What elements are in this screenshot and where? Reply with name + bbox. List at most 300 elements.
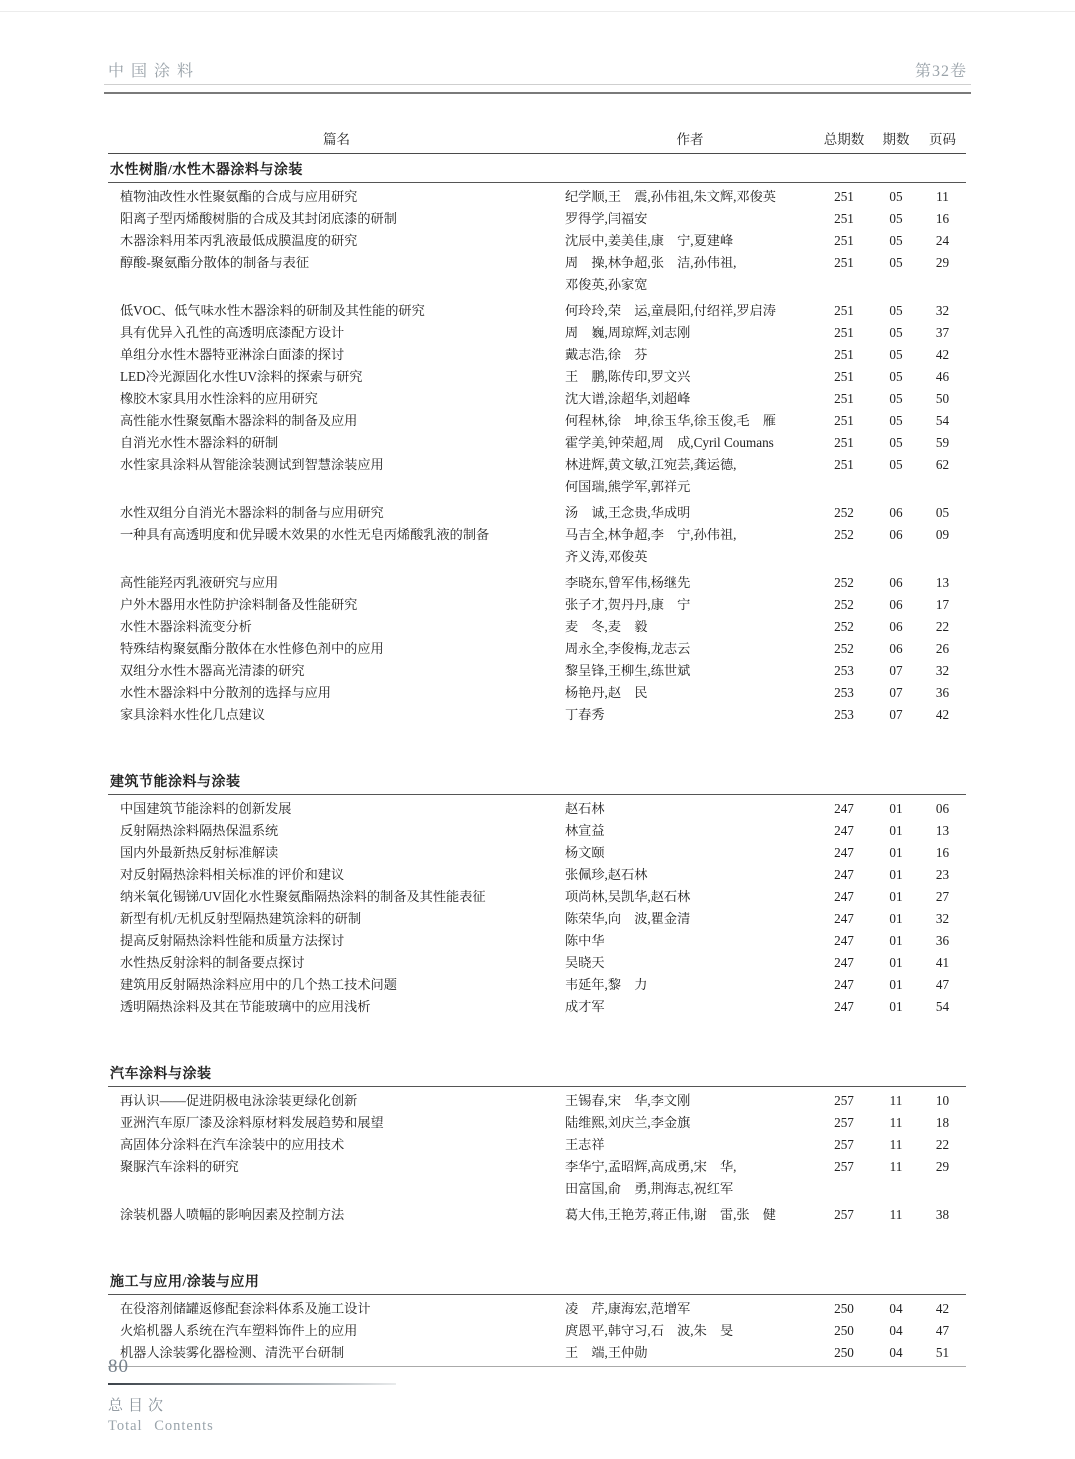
table-row xyxy=(108,820,966,842)
article-title: 高性能羟丙乳液研究与应用 xyxy=(120,575,279,590)
author-line: 沈辰中,姜美佳,康 宁,夏建峰 xyxy=(565,233,734,248)
issue-number: 05 xyxy=(889,457,903,472)
table-row xyxy=(108,344,966,366)
page-number: 18 xyxy=(935,1115,950,1130)
author-line: 陆维熙,刘庆兰,李金旗 xyxy=(565,1115,691,1130)
article-authors xyxy=(565,1090,815,1112)
total-issue-number: 252 xyxy=(834,597,854,612)
table-row xyxy=(108,208,966,230)
article-authors xyxy=(565,930,815,952)
total-issue-number: 250 xyxy=(834,1301,854,1316)
issue-number: 01 xyxy=(889,845,903,860)
table-row xyxy=(108,704,966,726)
article-authors xyxy=(565,798,815,820)
issue-number: 05 xyxy=(889,413,903,428)
total-issue-number: 247 xyxy=(834,845,854,860)
volume-label: 第32卷 xyxy=(914,63,967,80)
author-line: 戴志浩,徐 芬 xyxy=(565,347,648,362)
page-number: 42 xyxy=(935,1301,950,1316)
page-number: 62 xyxy=(935,457,950,472)
author-line: 丁春秀 xyxy=(565,707,605,722)
footer-title-en: Total Contents xyxy=(108,1418,214,1434)
article-authors xyxy=(565,952,815,974)
total-issue-number: 251 xyxy=(834,391,854,406)
article-title: 涂装机器人喷幅的影响因素及控制方法 xyxy=(120,1207,345,1222)
page-number: 11 xyxy=(936,189,949,204)
table-row xyxy=(108,682,966,704)
article-title: 纳米氧化锡锑/UV固化水性聚氨酯隔热涂料的制备及其性能表征 xyxy=(120,889,486,904)
page-number: 10 xyxy=(935,1093,950,1108)
issue-number: 05 xyxy=(889,369,903,384)
article-title: 水性热反射涂料的制备要点探讨 xyxy=(120,955,305,970)
article-title: 新型有机/无机反射型隔热建筑涂料的研制 xyxy=(120,911,362,926)
article-title: 中国建筑节能涂料的创新发展 xyxy=(120,801,292,816)
article-authors xyxy=(565,572,815,594)
page-number: 51 xyxy=(935,1345,950,1360)
author-line: 沈大谱,涂超华,刘超峰 xyxy=(565,391,691,406)
table-row xyxy=(108,930,966,952)
total-issue-number: 247 xyxy=(834,933,854,948)
article-title: 建筑用反射隔热涂料应用中的几个热工技术问题 xyxy=(120,977,397,992)
issue-number: 01 xyxy=(889,933,903,948)
article-title: 聚脲汽车涂料的研究 xyxy=(120,1159,239,1174)
page-number: 36 xyxy=(935,933,950,948)
article-authors xyxy=(565,1298,815,1320)
article-authors xyxy=(565,300,815,322)
page-number: 36 xyxy=(935,685,950,700)
table-row xyxy=(108,842,966,864)
article-authors xyxy=(565,908,815,930)
page-number: 16 xyxy=(935,845,950,860)
article-title: 对反射隔热涂料相关标准的评价和建议 xyxy=(120,867,345,882)
article-title: 单组分水性木器特亚淋涂白面漆的探讨 xyxy=(120,347,345,362)
page-number: 05 xyxy=(935,505,950,520)
table-row xyxy=(108,230,966,252)
issue-number: 06 xyxy=(889,575,903,590)
issue-number: 04 xyxy=(889,1345,903,1360)
table-row xyxy=(108,1204,966,1226)
issue-number: 01 xyxy=(889,801,903,816)
article-title: 家具涂料水性化几点建议 xyxy=(120,707,266,722)
issue-number: 01 xyxy=(889,867,903,882)
issue-number: 11 xyxy=(889,1093,903,1108)
article-authors xyxy=(565,388,815,410)
table-row xyxy=(108,1134,966,1156)
author-line: 周 操,林争超,张 洁,孙伟祖, xyxy=(565,255,737,270)
total-issue-number: 251 xyxy=(834,211,854,226)
article-authors xyxy=(565,1320,815,1342)
article-title: 国内外最新热反射标准解读 xyxy=(120,845,279,860)
article-title: 醇酸-聚氨酯分散体的制备与表征 xyxy=(120,255,310,270)
page-number: 26 xyxy=(935,641,950,656)
table-row xyxy=(108,1298,966,1320)
article-authors xyxy=(565,432,815,454)
table-row xyxy=(108,502,966,524)
table-row xyxy=(108,322,966,344)
total-issue-number: 251 xyxy=(834,347,854,362)
page-number: 42 xyxy=(935,707,950,722)
total-issue-number: 247 xyxy=(834,955,854,970)
author-line: 罗得学,闫福安 xyxy=(565,211,648,226)
table-column-header xyxy=(108,128,966,154)
page-number: 29 xyxy=(935,1159,950,1174)
table-row xyxy=(108,366,966,388)
page-number: 80 xyxy=(108,1356,129,1377)
author-line: 黎呈锋,王柳生,练世斌 xyxy=(565,663,691,678)
total-issue-number: 247 xyxy=(834,823,854,838)
table-row xyxy=(108,432,966,454)
article-authors xyxy=(565,322,815,344)
article-title: 高性能水性聚氨酯木器涂料的制备及应用 xyxy=(120,413,358,428)
article-title: 橡胶木家具用水性涂料的应用研究 xyxy=(120,391,318,406)
toc-section xyxy=(108,1058,966,1226)
author-line: 陈中华 xyxy=(565,933,605,948)
column-issue: 期数 xyxy=(882,132,910,147)
page-number: 23 xyxy=(935,867,950,882)
author-line: 齐义涛,邓俊英 xyxy=(565,549,648,564)
article-authors xyxy=(565,410,815,432)
issue-number: 05 xyxy=(889,303,903,318)
total-issue-number: 247 xyxy=(834,867,854,882)
article-title: 提高反射隔热涂料性能和质量方法探讨 xyxy=(120,933,345,948)
author-line: 项尚林,吴凯华,赵石林 xyxy=(565,889,691,904)
issue-number: 06 xyxy=(889,641,903,656)
author-line: 杨文颐 xyxy=(565,845,605,860)
total-issue-number: 252 xyxy=(834,641,854,656)
page-number: 42 xyxy=(935,347,950,362)
article-authors xyxy=(565,454,815,498)
page-number: 32 xyxy=(935,663,950,678)
issue-number: 06 xyxy=(889,505,903,520)
issue-number: 06 xyxy=(889,527,903,542)
article-title: LED冷光源固化水性UV涂料的探索与研究 xyxy=(120,369,363,384)
author-line: 田富国,俞 勇,荆海志,祝红军 xyxy=(565,1181,734,1196)
article-authors xyxy=(565,660,815,682)
issue-number: 05 xyxy=(889,211,903,226)
article-authors xyxy=(565,704,815,726)
article-title: 水性木器涂料中分散剂的选择与应用 xyxy=(120,685,331,700)
section-title: 汽车涂料与涂装 xyxy=(108,1058,966,1087)
issue-number: 05 xyxy=(889,325,903,340)
table-row xyxy=(108,616,966,638)
column-page: 页码 xyxy=(929,132,956,147)
author-line: 葛大伟,王艳芳,蒋正伟,谢 雷,张 健 xyxy=(565,1207,776,1222)
toc-section xyxy=(108,1266,966,1364)
article-authors xyxy=(565,842,815,864)
total-issue-number: 247 xyxy=(834,999,854,1014)
toc-section xyxy=(108,766,966,1018)
issue-number: 07 xyxy=(889,707,903,722)
issue-number: 05 xyxy=(889,255,903,270)
article-authors xyxy=(565,1156,815,1200)
article-title: 再认识——促进阴极电泳涂装更绿化创新 xyxy=(120,1093,358,1108)
header-rule-light xyxy=(104,84,971,85)
article-title: 双组分水性木器高光清漆的研究 xyxy=(120,663,305,678)
article-title: 火焰机器人系统在汽车塑料饰件上的应用 xyxy=(120,1323,358,1338)
article-authors xyxy=(565,996,815,1018)
total-issue-number: 252 xyxy=(834,575,854,590)
author-line: 凌 芹,康海宏,范增军 xyxy=(565,1301,691,1316)
author-line: 韦延年,黎 力 xyxy=(565,977,648,992)
article-authors xyxy=(565,616,815,638)
column-total-issue: 总期数 xyxy=(823,132,865,147)
page-footer xyxy=(108,1356,528,1435)
author-line: 邓俊英,孙家宽 xyxy=(565,277,648,292)
total-issue-number: 247 xyxy=(834,801,854,816)
article-authors xyxy=(565,886,815,908)
issue-number: 07 xyxy=(889,685,903,700)
column-title: 篇名 xyxy=(323,132,350,147)
total-issue-number: 252 xyxy=(834,619,854,634)
page-top-edge xyxy=(0,11,1075,12)
page-number: 38 xyxy=(935,1207,950,1222)
journal-title: 中国涂料 xyxy=(108,63,201,80)
total-issue-number: 257 xyxy=(834,1115,854,1130)
article-authors xyxy=(565,344,815,366)
article-title: 水性双组分自消光木器涂料的制备与应用研究 xyxy=(120,505,384,520)
issue-number: 07 xyxy=(889,663,903,678)
article-authors xyxy=(565,682,815,704)
article-title: 低VOC、低气味水性木器涂料的研制及其性能的研究 xyxy=(120,303,425,318)
page-number: 09 xyxy=(935,527,950,542)
article-authors xyxy=(565,1342,815,1364)
table-row xyxy=(108,974,966,996)
total-issue-number: 257 xyxy=(834,1159,854,1174)
author-line: 张佩珍,赵石林 xyxy=(565,867,648,882)
issue-number: 05 xyxy=(889,189,903,204)
issue-number: 11 xyxy=(889,1159,903,1174)
article-authors xyxy=(565,186,815,208)
article-title: 透明隔热涂料及其在节能玻璃中的应用浅析 xyxy=(120,999,371,1014)
author-line: 汤 诚,王念贵,华成明 xyxy=(565,505,691,520)
article-title: 一种具有高透明度和优异暖木效果的水性无皂丙烯酸乳液的制备 xyxy=(120,527,490,542)
author-line: 王锡春,宋 华,李文刚 xyxy=(565,1093,691,1108)
page-number: 54 xyxy=(935,413,950,428)
article-authors xyxy=(565,252,815,296)
page-number: 06 xyxy=(935,801,950,816)
issue-number: 01 xyxy=(889,977,903,992)
article-authors xyxy=(565,208,815,230)
table-row xyxy=(108,300,966,322)
page-number: 32 xyxy=(935,911,950,926)
contents-table xyxy=(108,128,966,1367)
issue-number: 05 xyxy=(889,233,903,248)
article-authors xyxy=(565,366,815,388)
article-authors xyxy=(565,820,815,842)
page-number: 47 xyxy=(935,1323,950,1338)
author-line: 王 端,王仲勋 xyxy=(565,1345,648,1360)
table-row xyxy=(108,886,966,908)
total-issue-number: 257 xyxy=(834,1093,854,1108)
table-row xyxy=(108,864,966,886)
issue-number: 01 xyxy=(889,999,903,1014)
section-title: 建筑节能涂料与涂装 xyxy=(108,766,966,795)
running-head xyxy=(108,58,967,81)
page-number: 59 xyxy=(935,435,950,450)
total-issue-number: 253 xyxy=(834,663,854,678)
page-number: 37 xyxy=(935,325,950,340)
author-line: 何程林,徐 坤,徐玉华,徐玉俊,毛 雁 xyxy=(565,413,776,428)
author-line: 纪学顺,王 震,孙伟祖,朱文辉,邓俊英 xyxy=(565,189,776,204)
article-title: 阳离子型丙烯酸树脂的合成及其封闭底漆的研制 xyxy=(120,211,397,226)
table-row xyxy=(108,524,966,568)
total-issue-number: 251 xyxy=(834,369,854,384)
table-row xyxy=(108,1112,966,1134)
author-line: 杨艳丹,赵 民 xyxy=(565,685,648,700)
issue-number: 11 xyxy=(889,1137,903,1152)
total-issue-number: 253 xyxy=(834,707,854,722)
article-title: 亚洲汽车原厂漆及涂料原材料发展趋势和展望 xyxy=(120,1115,384,1130)
footer-rule xyxy=(108,1383,396,1385)
article-title: 水性家具涂料从智能涂装测试到智慧涂装应用 xyxy=(120,457,384,472)
author-line: 陈荣华,向 波,瞿金清 xyxy=(565,911,691,926)
author-line: 林宣益 xyxy=(565,823,605,838)
table-row xyxy=(108,186,966,208)
total-issue-number: 250 xyxy=(834,1345,854,1360)
article-title: 水性木器涂料流变分析 xyxy=(120,619,252,634)
section-title: 水性树脂/水性木器涂料与涂装 xyxy=(108,154,966,183)
table-row xyxy=(108,572,966,594)
table-row xyxy=(108,1320,966,1342)
author-line: 吴晓天 xyxy=(565,955,605,970)
table-row xyxy=(108,454,966,498)
issue-number: 01 xyxy=(889,889,903,904)
issue-number: 11 xyxy=(889,1115,903,1130)
table-row xyxy=(108,660,966,682)
table-body xyxy=(108,154,966,1364)
toc-section xyxy=(108,154,966,726)
page-number: 24 xyxy=(935,233,950,248)
total-issue-number: 252 xyxy=(834,505,854,520)
page-number: 17 xyxy=(935,597,950,612)
issue-number: 06 xyxy=(889,619,903,634)
author-line: 何国瑞,熊学军,郭祥元 xyxy=(565,479,691,494)
issue-number: 06 xyxy=(889,597,903,612)
total-issue-number: 251 xyxy=(834,325,854,340)
author-line: 王 鹏,陈传印,罗文兴 xyxy=(565,369,691,384)
table-row xyxy=(108,594,966,616)
total-issue-number: 253 xyxy=(834,685,854,700)
article-title: 户外木器用水性防护涂料制备及性能研究 xyxy=(120,597,358,612)
author-line: 马吉全,林争超,李 宁,孙伟祖, xyxy=(565,527,737,542)
author-line: 霍学美,钟荣超,周 成,Cyril Coumans xyxy=(565,435,774,450)
total-issue-number: 257 xyxy=(834,1137,854,1152)
total-issue-number: 251 xyxy=(834,189,854,204)
article-title: 自消光水性木器涂料的研制 xyxy=(120,435,279,450)
total-issue-number: 247 xyxy=(834,911,854,926)
page-number: 22 xyxy=(935,619,950,634)
author-line: 王志祥 xyxy=(565,1137,605,1152)
author-line: 何玲玲,荣 运,童晨阳,付绍祥,罗启涛 xyxy=(565,303,776,318)
total-issue-number: 251 xyxy=(834,413,854,428)
section-title: 施工与应用/涂装与应用 xyxy=(108,1266,966,1295)
issue-number: 01 xyxy=(889,955,903,970)
article-authors xyxy=(565,638,815,660)
footer-title-cn: 总目次 xyxy=(108,1398,169,1414)
article-authors xyxy=(565,1112,815,1134)
page-number: 29 xyxy=(935,255,950,270)
article-title: 特殊结构聚氨酯分散体在水性修色剂中的应用 xyxy=(120,641,384,656)
page-number: 41 xyxy=(935,955,950,970)
table-row xyxy=(108,1090,966,1112)
table-row xyxy=(108,1156,966,1200)
author-line: 李华宁,孟昭辉,高成勇,宋 华, xyxy=(565,1159,737,1174)
article-title: 植物油改性水性聚氨酯的合成与应用研究 xyxy=(120,189,358,204)
table-row xyxy=(108,410,966,432)
article-title: 机器人涂装雾化器检测、清洗平台研制 xyxy=(120,1345,345,1360)
author-line: 林进辉,黄文敏,江宛芸,龚运德, xyxy=(565,457,737,472)
article-authors xyxy=(565,230,815,252)
header-rule-dark xyxy=(104,92,971,94)
page-number: 13 xyxy=(935,575,950,590)
table-row xyxy=(108,908,966,930)
author-line: 周 巍,周琼辉,刘志刚 xyxy=(565,325,691,340)
issue-number: 11 xyxy=(889,1207,903,1222)
article-title: 木器涂料用苯丙乳液最低成膜温度的研究 xyxy=(120,233,358,248)
table-row xyxy=(108,638,966,660)
total-issue-number: 257 xyxy=(834,1207,854,1222)
issue-number: 05 xyxy=(889,391,903,406)
issue-number: 05 xyxy=(889,435,903,450)
page-number: 50 xyxy=(935,391,950,406)
author-line: 庹恩平,韩守习,石 波,朱 旻 xyxy=(565,1323,734,1338)
page-number: 46 xyxy=(935,369,950,384)
table-row xyxy=(108,252,966,296)
article-title: 反射隔热涂料隔热保温系统 xyxy=(120,823,279,838)
article-authors xyxy=(565,524,815,568)
column-authors: 作者 xyxy=(676,132,704,147)
author-line: 李晓东,曾军伟,杨继先 xyxy=(565,575,691,590)
table-row xyxy=(108,996,966,1018)
total-issue-number: 251 xyxy=(834,435,854,450)
total-issue-number: 251 xyxy=(834,255,854,270)
author-line: 周永全,李俊梅,龙志云 xyxy=(565,641,691,656)
total-issue-number: 250 xyxy=(834,1323,854,1338)
article-authors xyxy=(565,864,815,886)
article-authors xyxy=(565,1134,815,1156)
page-number: 22 xyxy=(935,1137,950,1152)
author-line: 赵石林 xyxy=(565,801,605,816)
article-authors xyxy=(565,1204,815,1226)
article-authors xyxy=(565,594,815,616)
total-issue-number: 251 xyxy=(834,303,854,318)
table-row xyxy=(108,952,966,974)
author-line: 张子才,贺丹丹,康 宁 xyxy=(565,597,691,612)
table-row xyxy=(108,798,966,820)
page-number: 16 xyxy=(935,211,950,226)
article-title: 具有优异入孔性的高透明底漆配方设计 xyxy=(120,325,345,340)
total-issue-number: 251 xyxy=(834,233,854,248)
article-authors xyxy=(565,502,815,524)
issue-number: 01 xyxy=(889,823,903,838)
issue-number: 04 xyxy=(889,1323,903,1338)
article-authors xyxy=(565,974,815,996)
article-title: 高固体分涂料在汽车涂装中的应用技术 xyxy=(120,1137,345,1152)
page-number: 54 xyxy=(935,999,950,1014)
author-line: 麦 冬,麦 毅 xyxy=(565,619,648,634)
total-issue-number: 247 xyxy=(834,889,854,904)
page-number: 47 xyxy=(935,977,950,992)
table-row xyxy=(108,388,966,410)
author-line: 成才军 xyxy=(565,999,605,1014)
total-issue-number: 247 xyxy=(834,977,854,992)
issue-number: 01 xyxy=(889,911,903,926)
page-number: 27 xyxy=(935,889,950,904)
issue-number: 04 xyxy=(889,1301,903,1316)
total-issue-number: 252 xyxy=(834,527,854,542)
page-number: 13 xyxy=(935,823,950,838)
issue-number: 05 xyxy=(889,347,903,362)
